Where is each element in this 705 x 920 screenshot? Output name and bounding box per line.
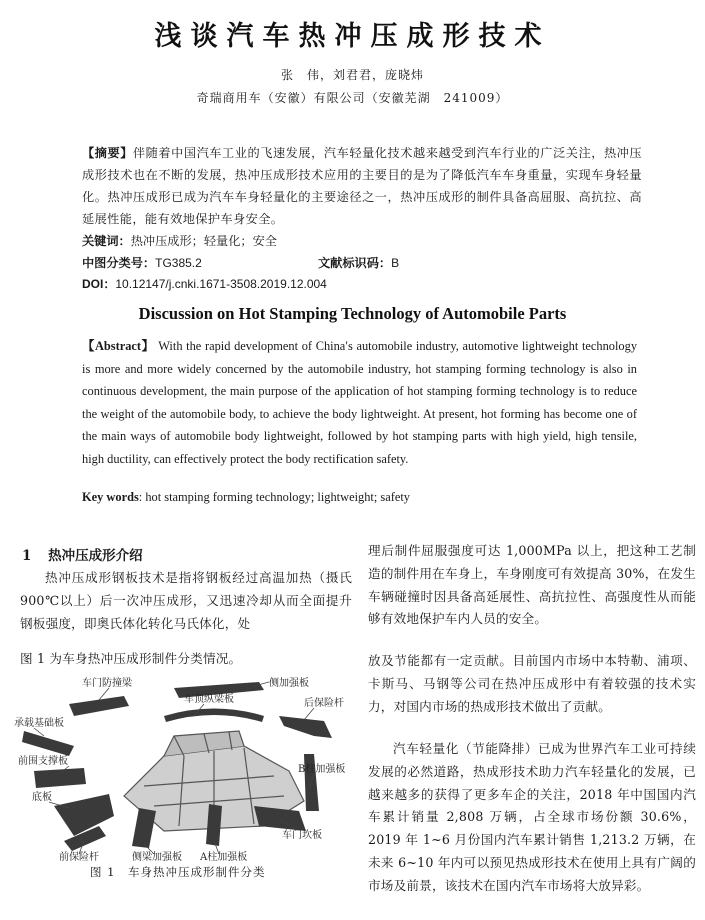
- right-column-mid: [368, 650, 696, 718]
- section-heading: [22, 544, 143, 564]
- label-door-beam: 车门防撞梁: [82, 678, 132, 689]
- clc-label: 中图分类号：: [82, 256, 156, 270]
- label-front-support: 前围支撑板: [18, 756, 68, 767]
- label-side-rail: 侧加强板: [269, 678, 309, 689]
- right-column-bottom: [368, 738, 696, 898]
- abstract-en-text: With the rapid development of China′s automobile industry, automotive lightweight technology is more and more widely concerned by the automobile industry, hot stamping forming technology is also in continuous development, the main purpose of the application of hot stamping forming technology is to reduce the weight of the automobile body, to achieve the body lightweight. At present, hot forming has become one of the main ways of automobile body lightweight, followed by hot stamping parts with high yield, high tensile, high ductility, can effectively protect the body rectification safety.: [82, 339, 638, 466]
- label-floor: 底板: [32, 792, 52, 803]
- authors: 张 伟，刘君君，庞晓炜: [280, 68, 424, 82]
- label-front-bumper: 前保险杆: [59, 852, 99, 862]
- section-title: 热冲压成形介绍: [48, 548, 143, 564]
- clc-number: [82, 253, 202, 273]
- paper-title: 浅谈汽车热冲压成形技术: [154, 21, 551, 52]
- front-support-part: [34, 768, 86, 788]
- affiliation: 奇瑞商用车（安徽）有限公司（安徽芜湖 241009）: [196, 91, 509, 105]
- keywords-en-text: : hot stamping forming technology; lightweight; safety: [138, 490, 410, 504]
- clc-value: TG385.2: [155, 256, 202, 270]
- abstract-cn-label: 【摘要】: [82, 146, 133, 160]
- label-door-sill: 车门坎板: [282, 830, 322, 841]
- right-para-mid: 放及节能都有一定贡献。目前国内市场中本特勒、浦项、卡斯马、马钢等公司在热冲压成形中有着较强的技术实力，对国内市场的热成形技术做出了贡献。: [368, 653, 696, 714]
- section-number: 1: [22, 548, 32, 564]
- doi-label: DOI：: [82, 277, 116, 291]
- rear-bumper-part: [279, 716, 332, 738]
- doi: [82, 274, 327, 294]
- section-para2: 图 1 为车身热冲压成形制件分类情况。: [20, 651, 242, 666]
- figure-1-caption: 图 1 车身热冲压成形制件分类: [90, 865, 266, 879]
- keywords-cn: [82, 231, 277, 251]
- right-para-top: 理后制件屈服强度可达 1,000MPa 以上，把这种工艺制造的制件用在车身上，车身刚度可有效提高 30%，在发生车辆碰撞时因具备高延展性、高抗拉性、高强度性从而能够有效地保护车内人员的安全。: [368, 543, 696, 627]
- right-para-bottom: 汽车轻量化（节能降排）已成为世界汽车工业可持续发展的必然道路，热成形技术助力汽车轻量化的发展，已越来越多的获得了更多车企的关注，2018 年中国国内汽车累计销量 2,808 万辆，占全球市场份额 30.6%，2019 年 1~6 月份国内汽车累计销售 1,213.2 万辆，在未来 6~10 年内可以预见热成形技术在使用上具有广阔的市场及前景，该技术在国内汽车市场将大放异彩。: [368, 741, 696, 893]
- label-side-reinf: 侧梁加强板: [132, 852, 182, 862]
- doc-code: [318, 253, 399, 273]
- roof-rail-part: [164, 709, 264, 723]
- left-column-para2: [20, 648, 352, 671]
- abstract-cn: [82, 142, 642, 230]
- load-base-part: [22, 731, 74, 756]
- label-rear-bumper: 后保险杆: [304, 698, 344, 709]
- label-a-pillar: A柱加强板: [200, 852, 248, 862]
- label-load-base: 承载基础板: [14, 718, 64, 729]
- english-title: Discussion on Hot Stamping Technology of Automobile Parts: [138, 304, 567, 323]
- doc-code-label: 文献标识码：: [318, 256, 392, 270]
- door-beam-part: [69, 696, 129, 716]
- label-roof-rail: 车顶纵梁板: [184, 694, 234, 705]
- floor-part: [54, 794, 114, 836]
- side-reinf-part: [132, 808, 156, 848]
- left-column-para1: [20, 567, 352, 635]
- abstract-en-label: 【Abstract】: [82, 339, 155, 353]
- abstract-en: [82, 335, 637, 471]
- doi-value: 10.12147/j.cnki.1671-3508.2019.12.004: [115, 277, 327, 291]
- figure-1-parts-diagram: [14, 676, 354, 862]
- keywords-cn-label: 关键词：: [82, 234, 131, 248]
- keywords-en: [82, 490, 410, 505]
- right-column-top: [368, 540, 696, 631]
- doc-code-value: B: [391, 256, 400, 270]
- keywords-cn-text: 热冲压成形；轻量化；安全: [130, 234, 277, 248]
- abstract-cn-text: 伴随着中国汽车工业的飞速发展，汽车轻量化技术越来越受到汽车行业的广泛关注，热冲压成形技术也在不断的发展，热冲压成形技术应用的主要目的是为了降低汽车车身重量，实现车身轻量化。热冲压成形已成为汽车车身轻量化的主要途径之一，热冲压成形的制件具备高屈服、高抗拉、高延展性能，能有效地保护车身安全。: [82, 146, 642, 226]
- section-para1: 热冲压成形钢板技术是指将钢板经过高温加热（摄氏 900℃以上）后一次冲压成形，又迅速冷却从而全面提升钢板强度，即奥氏体化转化马氏体化，处: [20, 570, 352, 631]
- label-b-pillar: B柱加强板: [298, 764, 346, 775]
- keywords-en-label: Key words: [82, 490, 139, 504]
